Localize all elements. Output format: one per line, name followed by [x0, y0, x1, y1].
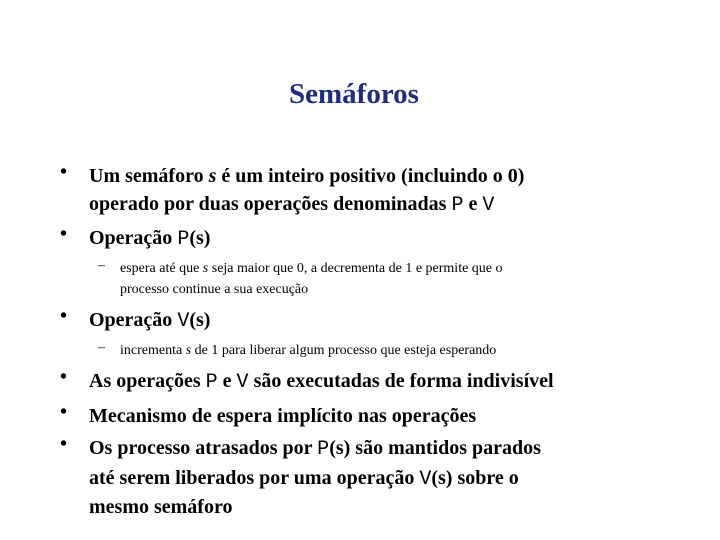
- bullet-6-line-1: Os processo atrasados por P(s) são mantidos parados: [89, 437, 541, 461]
- bullet-1-line-1: Um semáforo s é um inteiro positivo (incluindo o 0): [89, 165, 525, 187]
- bullet-6-line-3: mesmo semáforo: [89, 496, 233, 518]
- subbullet-marker: –: [98, 258, 105, 273]
- bullet-marker: •: [60, 161, 68, 183]
- bullet-5-text: Mecanismo de espera implícito nas operações: [89, 405, 477, 427]
- bullet-6-line-2: até serem liberados por uma operação V(s) sobre o: [89, 467, 519, 491]
- subbullet-marker: –: [98, 340, 105, 355]
- bullet-1-line-2: operado por duas operações denominadas P e V: [89, 193, 495, 217]
- subbullet-1-line-1: espera até que s seja maior que 0, a decrementa de 1 e permite que o: [120, 261, 503, 276]
- bullet-marker: •: [60, 366, 68, 388]
- bullet-marker: •: [60, 401, 68, 423]
- bullet-3-text: Operação V(s): [89, 309, 211, 333]
- bullet-2-text: Operação P(s): [89, 227, 211, 251]
- bullet-4-text: As operações P e V são executadas de forma indivisível: [89, 370, 554, 394]
- slide-title-text: Semáforos: [289, 78, 419, 110]
- bullet-marker: •: [60, 223, 68, 245]
- subbullet-1-line-2: processo continue a sua execução: [120, 282, 309, 297]
- bullet-marker: •: [60, 305, 68, 327]
- bullet-marker: •: [60, 433, 68, 455]
- subbullet-2-text: incrementa s de 1 para liberar algum processo que esteja esperando: [120, 343, 497, 358]
